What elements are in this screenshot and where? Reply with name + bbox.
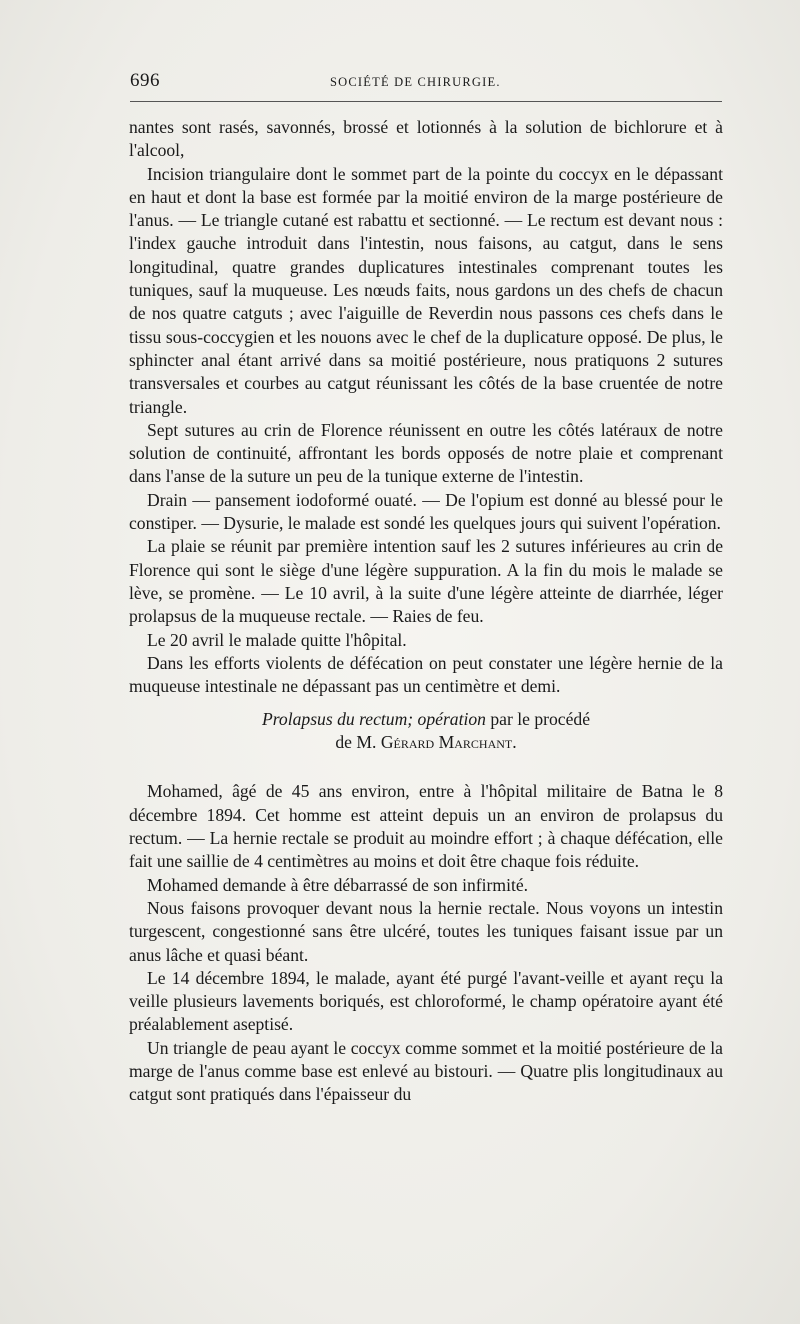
section-heading: [129, 708, 723, 754]
running-title: SOCIÉTÉ DE CHIRURGIE.: [330, 75, 501, 89]
paragraph: Mohamed, âgé de 45 ans environ, entre à l'hôpital militaire de Batna le 8 décembre 1894. Cet homme est atteint depuis un an environ de prolapsus du rectum. — La hernie rectale se produit au moindre effort ; à chaque défécation, elle fait une saillie de 4 centimètres au moins et doit être chaque fois réduite.: [129, 781, 723, 872]
paragraph: Nous faisons provoquer devant nous la hernie rectale. Nous voyons un intestin turgescent, congestionné sans être ulcéré, toutes les tuniques faisant issue par un anus lâche et quasi béant.: [129, 897, 723, 965]
section-heading-roman: par le procédé: [485, 709, 591, 730]
paragraph: nantes sont rasés, savonnés, brossé et lotionnés à la solution de bichlorure et à l'alcool,: [129, 117, 723, 161]
paragraph: Mohamed demande à être débarrassé de son infirmité.: [147, 874, 529, 895]
page-header: [130, 70, 722, 92]
paragraph: Le 20 avril le malade quitte l'hôpital.: [147, 629, 407, 650]
header-rule: [130, 101, 722, 102]
paragraph: Un triangle de peau ayant le coccyx comme sommet et la moitié postérieure de la marge de l'anus comme base est enlevé au bistouri. — Quatre plis longitudinaux au catgut sont pratiqués dans l'épaisseur du: [129, 1037, 723, 1105]
section-heading-italic: Prolapsus du rectum; opération: [261, 709, 486, 730]
section-heading-line1: [129, 708, 723, 731]
paragraph: La plaie se réunit par première intention sauf les 2 sutures inférieures au crin de Florence qui sont le siège d'une légère suppuration. A la fin du mois le malade se lève, se promène. — Le 10 avril, à la suite d'une légère atteinte de diarrhée, léger prolapsus de la muqueuse rectale. — Raies de feu.: [129, 536, 723, 627]
section-heading-line2: [335, 732, 516, 752]
paragraph: Le 14 décembre 1894, le malade, ayant été purgé l'avant-veille et ayant reçu la veille plusieurs lavements boriqués, est chloroformé, le champ opératoire ayant été préalablement aseptisé.: [129, 967, 723, 1035]
page-number: 696: [130, 70, 160, 91]
section-heading-prefix: de M.: [335, 732, 381, 753]
section-heading-author: Gérard Marchant.: [380, 732, 517, 753]
paragraph: Dans les efforts violents de défécation on peut constater une légère hernie de la muqueuse intestinale ne dépassant pas un centimètre et demi.: [129, 652, 723, 697]
paragraph: Sept sutures au crin de Florence réunissent en outre les côtés latéraux de notre solution de continuité, affrontant les bords opposés de notre plaie et comprenant dans l'anse de la suture un peu de la tunique externe de l'intestin.: [129, 419, 723, 487]
paragraph: Drain — pansement iodoformé ouaté. — De l'opium est donné au blessé pour le constiper. — Dysurie, le malade est sondé les quelques jours qui suivent l'opération.: [129, 489, 723, 534]
body-text: [129, 116, 723, 1107]
paragraph: Incision triangulaire dont le sommet part de la pointe du coccyx en le dépassant en haut et dont la base est formée par la moitié environ de la marge postérieure de l'anus. — Le triangle cutané est rabattu et sectionné. — Le rectum est devant nous : l'index gauche introduit dans l'intestin, nous faisons, au catgut, dans le sens longitudinal, quatre grandes duplicatures intestinales comprenant toutes les tuniques, sauf la muqueuse. Les nœuds faits, nous gardons un des chefs de chacun de nos quatre catguts ; avec l'aiguille de Reverdin nous passons ces chefs dans le tissu sous-coccygien et les nouons avec le chef de la duplicature opposé. De plus, le sphincter anal étant arrivé dans sa moitié postérieure, nous pratiquons 2 sutures transversales et courbes au catgut réunissant les côtés de la base cruentée de notre triangle.: [129, 163, 723, 417]
